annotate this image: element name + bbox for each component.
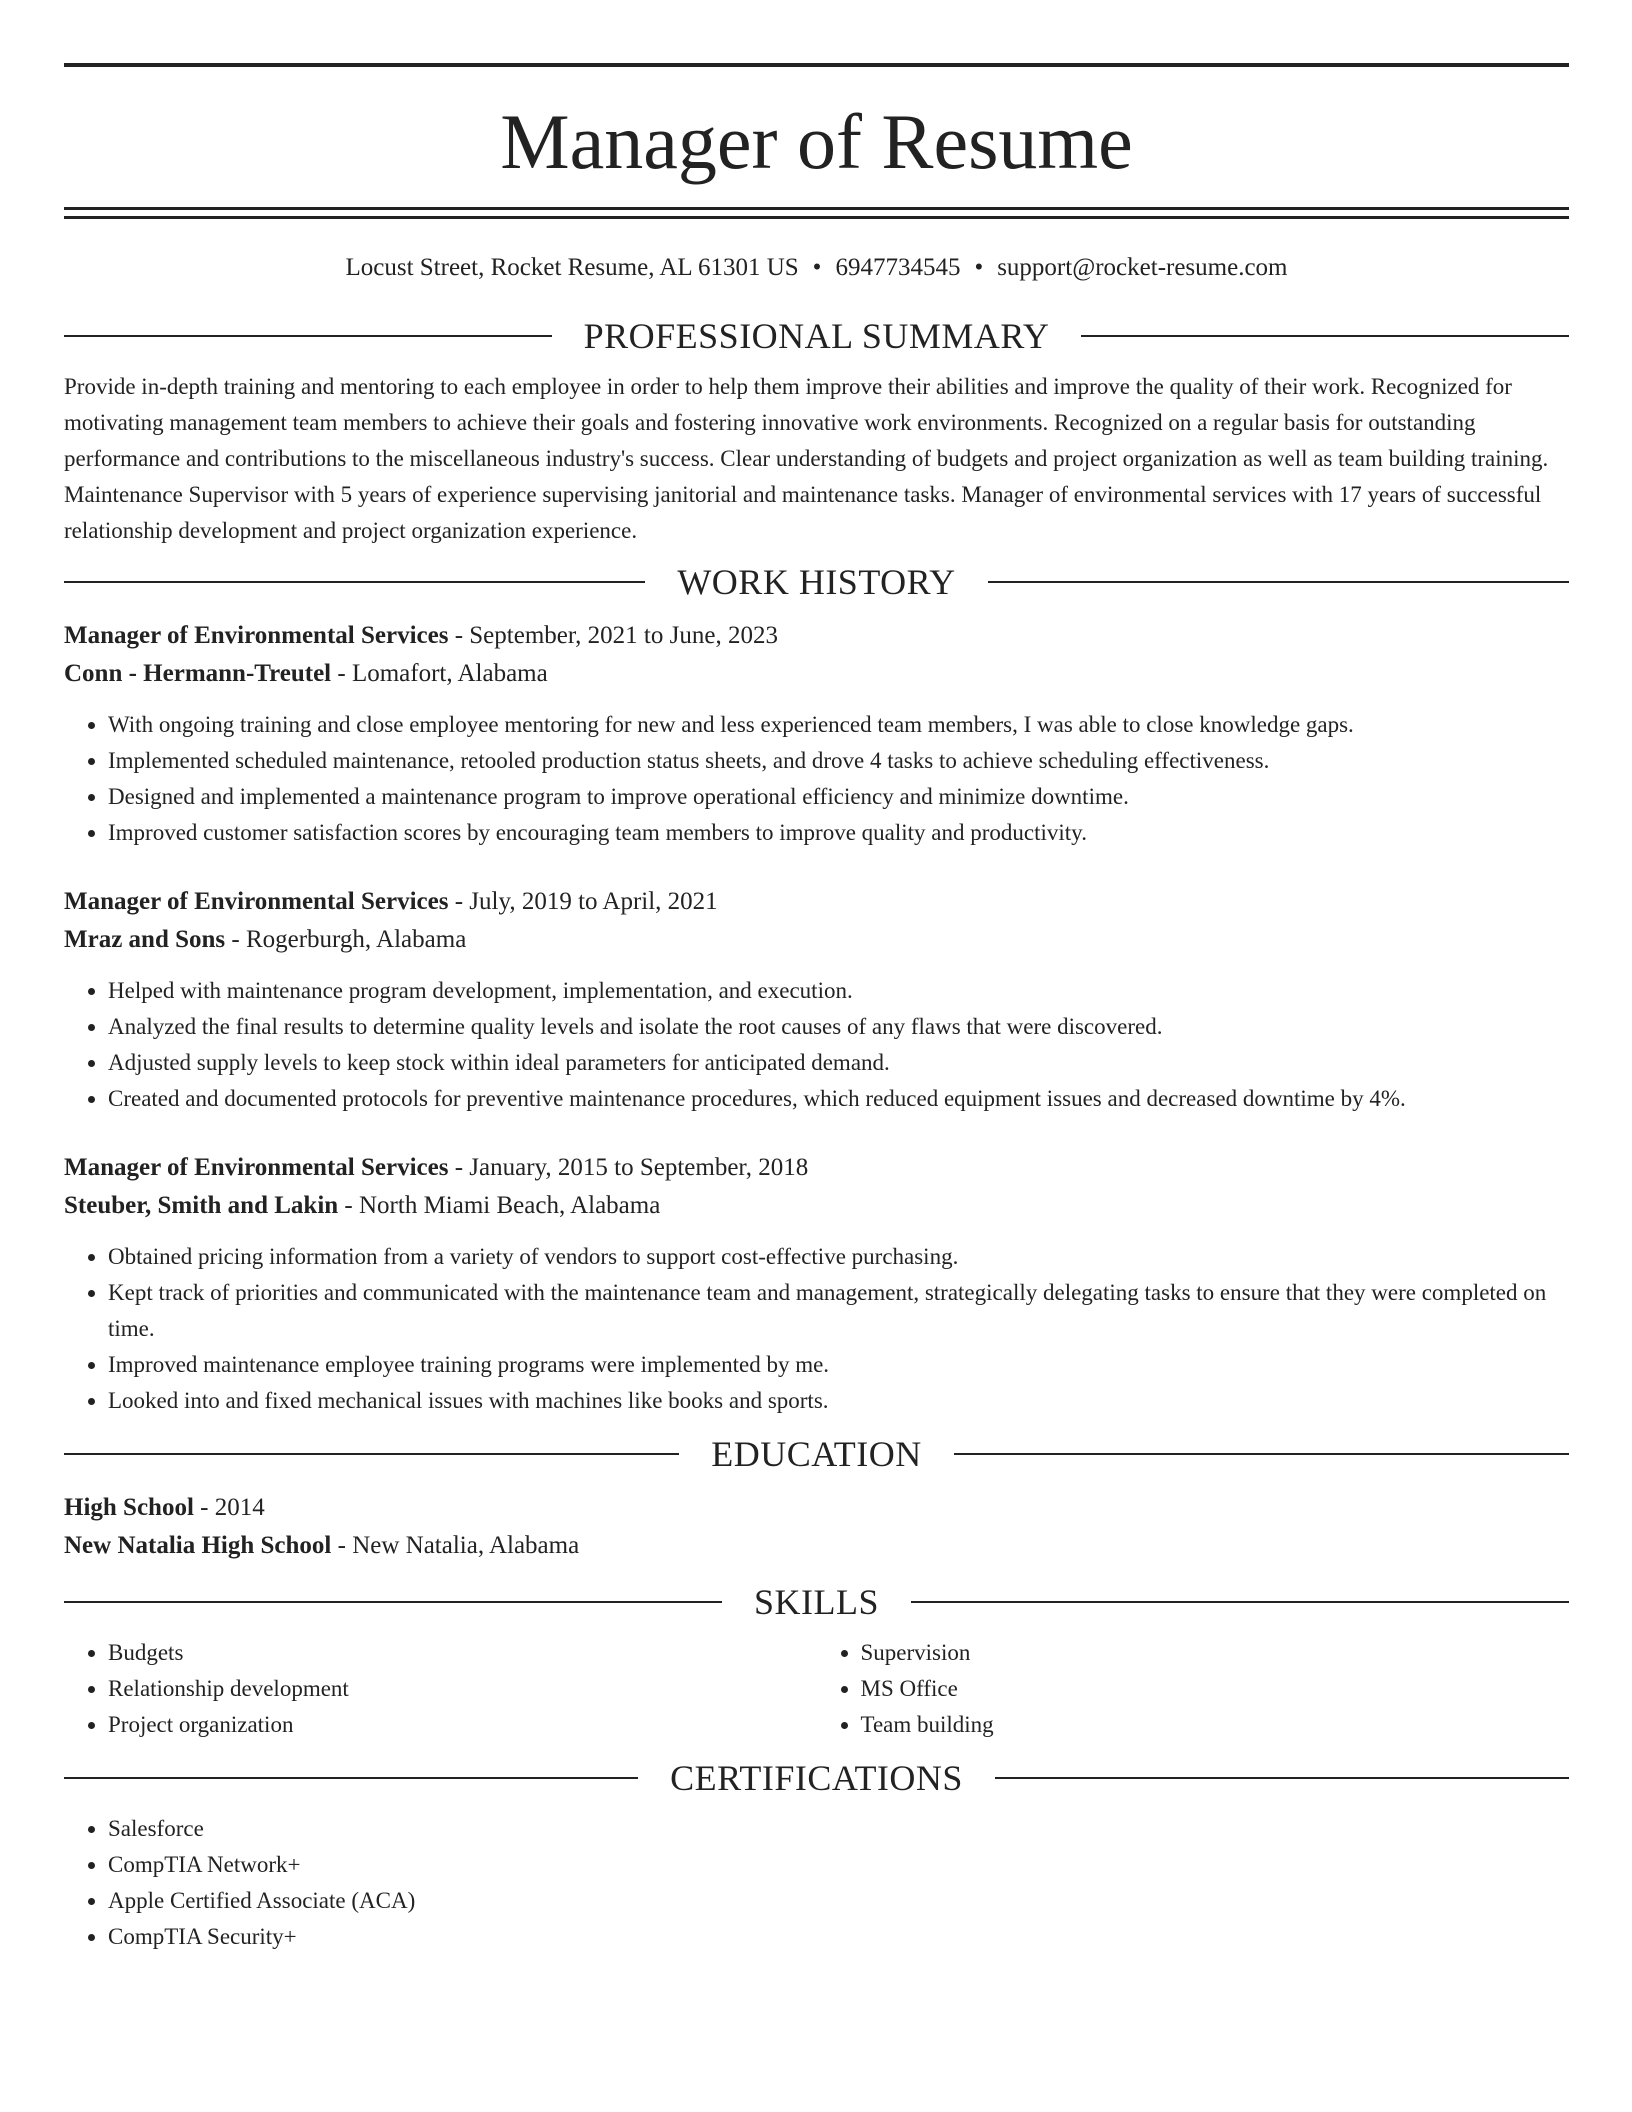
contact-separator: •	[812, 254, 822, 281]
contact-address: Locust Street, Rocket Resume, AL 61301 US	[345, 254, 799, 281]
section-heading-skills	[64, 1581, 1569, 1623]
skills-list-right	[817, 1635, 1570, 1743]
skill-item: • Team building	[861, 1707, 1570, 1743]
skill-item: • Budgets	[108, 1635, 817, 1671]
job-title-line	[64, 617, 1569, 655]
job-bullet: • Improved customer satisfaction scores by encouraging team members to improve quality and productivity.	[108, 815, 1569, 851]
resume-page	[64, 0, 1569, 1955]
job-title: Manager of Environmental Services	[64, 888, 449, 915]
job-bullet: • Improved maintenance employee training programs were implemented by me.	[108, 1347, 1569, 1383]
skills-columns	[64, 1635, 1569, 1743]
job-location: - North Miami Beach, Alabama	[338, 1192, 661, 1219]
job-dates: - July, 2019 to April, 2021	[448, 888, 718, 915]
job-bullet: • Obtained pricing information from a variety of vendors to support cost-effective purchasing.	[108, 1239, 1569, 1275]
section-heading-work-history	[64, 561, 1569, 603]
certification-item: • CompTIA Security+	[108, 1919, 1569, 1955]
certification-item: • CompTIA Network+	[108, 1847, 1569, 1883]
job-bullet: • Implemented scheduled maintenance, retooled production status sheets, and drove 4 tasks to achieve scheduling effectiveness.	[108, 743, 1569, 779]
job-bullet: • Designed and implemented a maintenance program to improve operational efficiency and minimize downtime.	[108, 779, 1569, 815]
education-location: - New Natalia, Alabama	[331, 1532, 580, 1559]
job-company: Conn - Hermann-Treutel	[64, 660, 332, 687]
job-bullet: • Created and documented protocols for preventive maintenance procedures, which reduced equipment issues and decreased downtime by 4%.	[108, 1081, 1569, 1117]
job-company-line	[64, 1187, 1569, 1225]
job-bullets	[64, 973, 1569, 1117]
job-bullets	[64, 707, 1569, 851]
contact-email: support@rocket-resume.com	[997, 254, 1288, 281]
job-location: - Lomafort, Alabama	[331, 660, 548, 687]
skill-item: • Project organization	[108, 1707, 817, 1743]
section-heading-summary	[64, 315, 1569, 357]
job-dates: - September, 2021 to June, 2023	[448, 622, 778, 649]
job-bullet: • Looked into and fixed mechanical issues with machines like books and sports.	[108, 1383, 1569, 1419]
job-bullet: • Analyzed the final results to determine quality levels and isolate the root causes of any flaws that were discovered.	[108, 1009, 1569, 1045]
job-company: Steuber, Smith and Lakin	[64, 1192, 339, 1219]
job-bullet: • Kept track of priorities and communicated with the maintenance team and management, strategically delegating tasks to ensure that they were completed on time.	[108, 1275, 1569, 1347]
certification-item: • Salesforce	[108, 1811, 1569, 1847]
education-degree: High School	[64, 1494, 194, 1521]
summary-text: Provide in-depth training and mentoring to each employee in order to help them improve their abilities and improve the quality of their work. Recognized for motivating management team members to achieve their goals and fostering innovative work environments. Recognized on a regular basis for outstanding performance and contributions to the miscellaneous industry's success. Clear understanding of budgets and project organization as well as team building training. Maintenance Supervisor with 5 years of experience supervising janitorial and maintenance tasks. Manager of environmental services with 17 years of successful relationship development and project organization experience.	[64, 374, 1549, 543]
section-heading-label: CERTIFICATIONS	[670, 1758, 963, 1798]
section-heading-label: EDUCATION	[711, 1434, 922, 1474]
job-company-line	[64, 655, 1569, 693]
name-double-rule	[64, 207, 1569, 219]
top-rule	[64, 63, 1569, 67]
skill-item: • MS Office	[861, 1671, 1570, 1707]
job-bullet: • With ongoing training and close employee mentoring for new and less experienced team members, I was able to close knowledge gaps.	[108, 707, 1569, 743]
education-school-line	[64, 1527, 1569, 1565]
job-title-line	[64, 883, 1569, 921]
job-bullet: • Adjusted supply levels to keep stock within ideal parameters for anticipated demand.	[108, 1045, 1569, 1081]
section-heading-label: PROFESSIONAL SUMMARY	[583, 316, 1050, 356]
contact-line	[64, 251, 1569, 285]
job-entry	[64, 883, 1569, 1117]
section-heading-label: WORK HISTORY	[677, 562, 956, 602]
section-heading-label: SKILLS	[754, 1582, 880, 1622]
certifications-list	[64, 1811, 1569, 1955]
job-title: Manager of Environmental Services	[64, 622, 449, 649]
education-school: New Natalia High School	[64, 1532, 332, 1559]
education-year: - 2014	[193, 1494, 265, 1521]
contact-phone: 6947734545	[835, 254, 961, 281]
resume-name: Manager of Resume	[500, 98, 1133, 185]
job-bullets	[64, 1239, 1569, 1419]
skills-list-left	[64, 1635, 817, 1743]
job-dates: - January, 2015 to September, 2018	[448, 1154, 809, 1181]
job-entry	[64, 617, 1569, 851]
job-company: Mraz and Sons	[64, 926, 226, 953]
job-entry	[64, 1149, 1569, 1419]
education-entry	[64, 1489, 1569, 1565]
contact-separator: •	[974, 254, 984, 281]
job-title-line	[64, 1149, 1569, 1187]
job-bullet: • Helped with maintenance program development, implementation, and execution.	[108, 973, 1569, 1009]
section-heading-certifications	[64, 1757, 1569, 1799]
job-title: Manager of Environmental Services	[64, 1154, 449, 1181]
job-company-line	[64, 921, 1569, 959]
job-location: - Rogerburgh, Alabama	[225, 926, 467, 953]
skill-item: • Relationship development	[108, 1671, 817, 1707]
skill-item: • Supervision	[861, 1635, 1570, 1671]
section-heading-education	[64, 1433, 1569, 1475]
education-degree-line	[64, 1489, 1569, 1527]
certification-item: • Apple Certified Associate (ACA)	[108, 1883, 1569, 1919]
